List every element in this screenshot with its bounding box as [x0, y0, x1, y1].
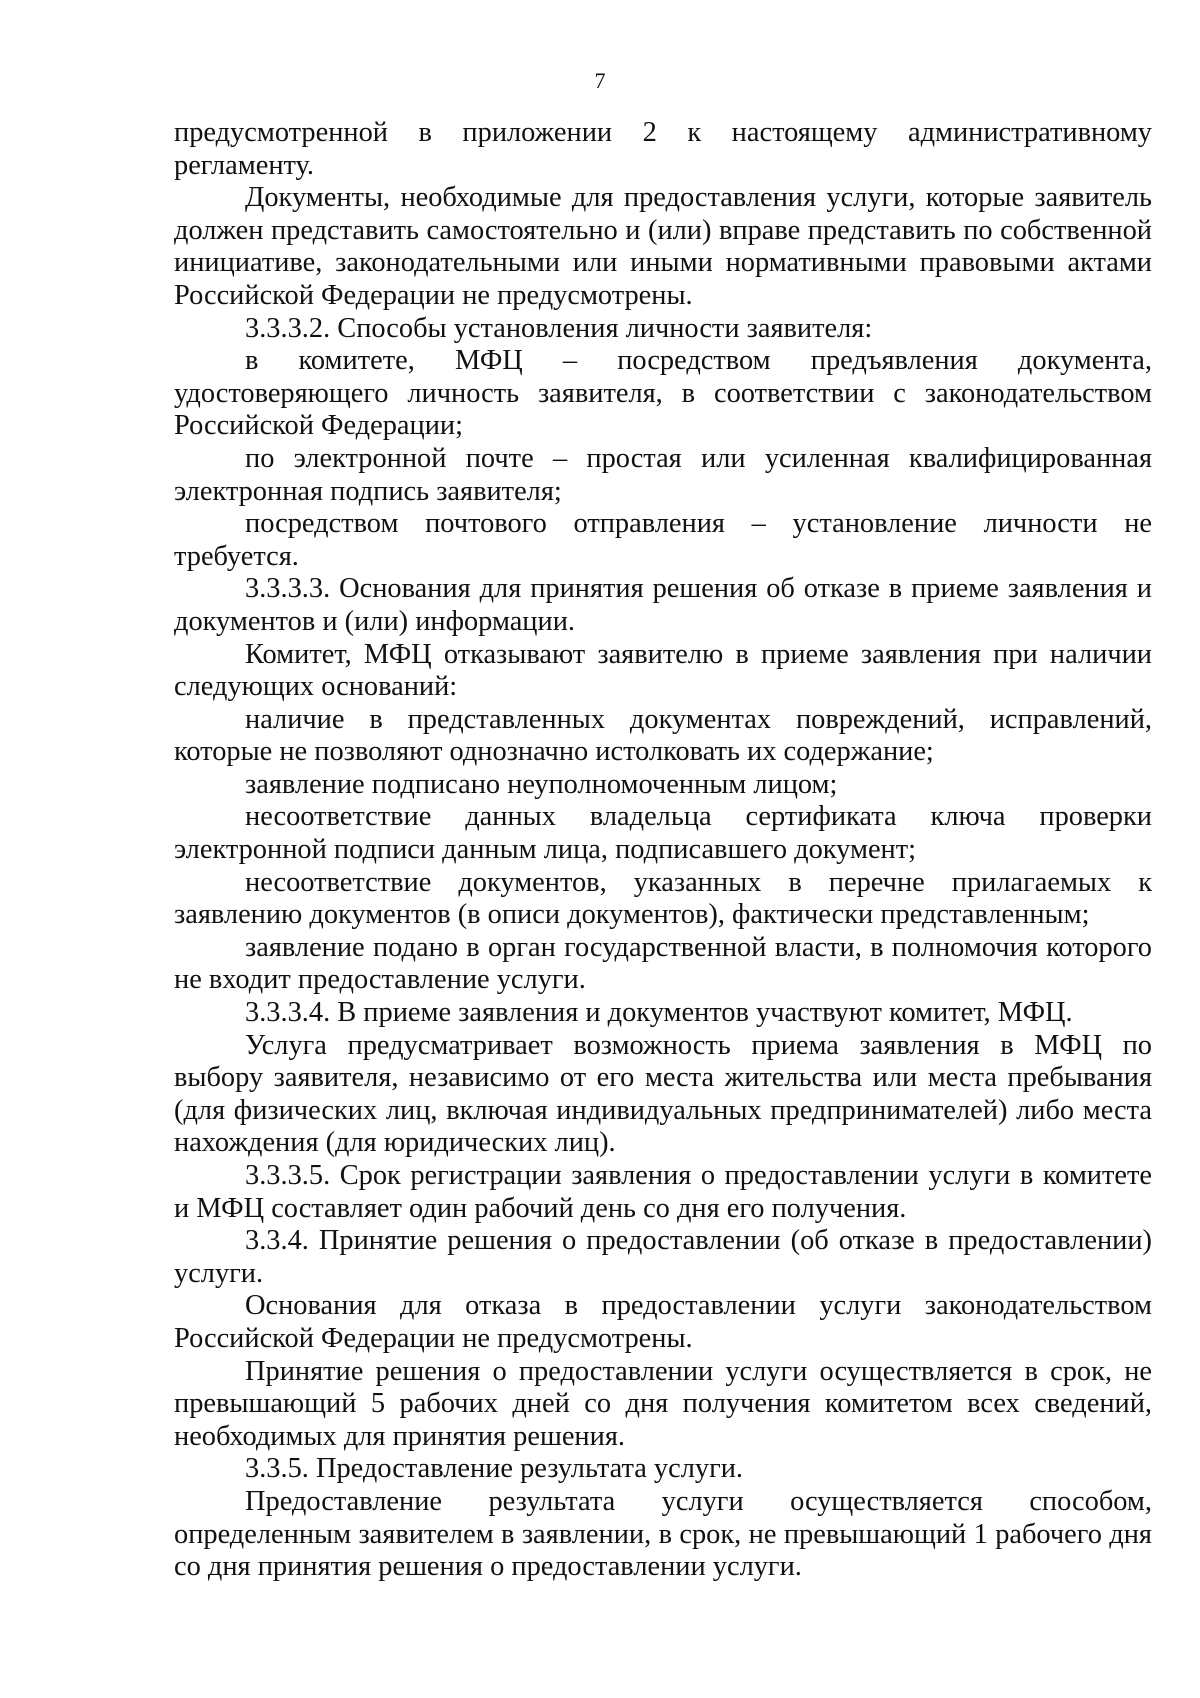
paragraph: по электронной почте – простая или усиленная квалифицированная электронная подпись заявителя;	[174, 442, 1152, 507]
paragraph: несоответствие данных владельца сертификата ключа проверки электронной подписи данным лица, подписавшего документ;	[174, 801, 1152, 866]
paragraph: 3.3.3.4. В приеме заявления и документов участвуют комитет, МФЦ.	[245, 997, 1073, 1029]
paragraph: 3.3.3.2. Способы установления личности заявителя:	[245, 312, 873, 344]
paragraph: Документы, необходимые для предоставления услуги, которые заявитель должен представить самостоятельно и (или) вправе представить по собственной инициативе, законодательными или иными нормативными правовыми актами Российской Федерации не предусмотрены.	[174, 182, 1152, 311]
paragraph: наличие в представленных документах повреждений, исправлений, которые не позволяют однозначно истолковать их содержание;	[174, 703, 1152, 768]
page-number: 7	[594, 68, 606, 93]
body-text	[174, 117, 1152, 1584]
paragraph: заявление подано в орган государственной власти, в полномочия которого не входит предоставление услуги.	[174, 931, 1152, 996]
paragraph: предусмотренной в приложении 2 к настоящему административному регламенту.	[174, 117, 1152, 181]
paragraph: Предоставление результата услуги осуществляется способом, определенным заявителем в заявлении, в срок, не превышающий 1 рабочего дня со дня принятия решения о предоставлении услуги.	[174, 1485, 1152, 1583]
paragraph: 3.3.4. Принятие решения о предоставлении (об отказе в предоставлении) услуги.	[174, 1225, 1152, 1289]
paragraph: в комитете, МФЦ – посредством предъявления документа, удостоверяющего личность заявителя, в соответствии с законодательством Российской Федерации;	[174, 345, 1152, 442]
paragraph: Принятие решения о предоставлении услуги осуществляется в срок, не превышающий 5 рабочих дней со дня получения комитетом всех сведений, необходимых для принятия решения.	[174, 1355, 1152, 1452]
paragraph: Услуга предусматривает возможность приема заявления в МФЦ по выбору заявителя, независимо от его места жительства или места пребывания (для физических лиц, включая индивидуальных предпринимателей) либо места нахождения (для юридических лиц).	[174, 1029, 1152, 1159]
paragraph: несоответствие документов, указанных в перечне прилагаемых к заявлению документов (в описи документов), фактически представленным;	[174, 866, 1152, 931]
paragraph: заявление подписано неуполномоченным лицом;	[245, 768, 838, 800]
paragraph: посредством почтового отправления – установление личности не требуется.	[174, 508, 1152, 572]
paragraph: 3.3.3.5. Срок регистрации заявления о предоставлении услуги в комитете и МФЦ составляет один рабочий день со дня его получения.	[174, 1160, 1152, 1224]
paragraph: Основания для отказа в предоставлении услуги законодательством Российской Федерации не предусмотрены.	[174, 1290, 1152, 1354]
paragraph: 3.3.3.3. Основания для принятия решения об отказе в приеме заявления и документов и (или) информации.	[174, 573, 1152, 637]
paragraph: 3.3.5. Предоставление результата услуги.	[245, 1453, 743, 1485]
paragraph: Комитет, МФЦ отказывают заявителю в приеме заявления при наличии следующих оснований:	[174, 638, 1152, 703]
